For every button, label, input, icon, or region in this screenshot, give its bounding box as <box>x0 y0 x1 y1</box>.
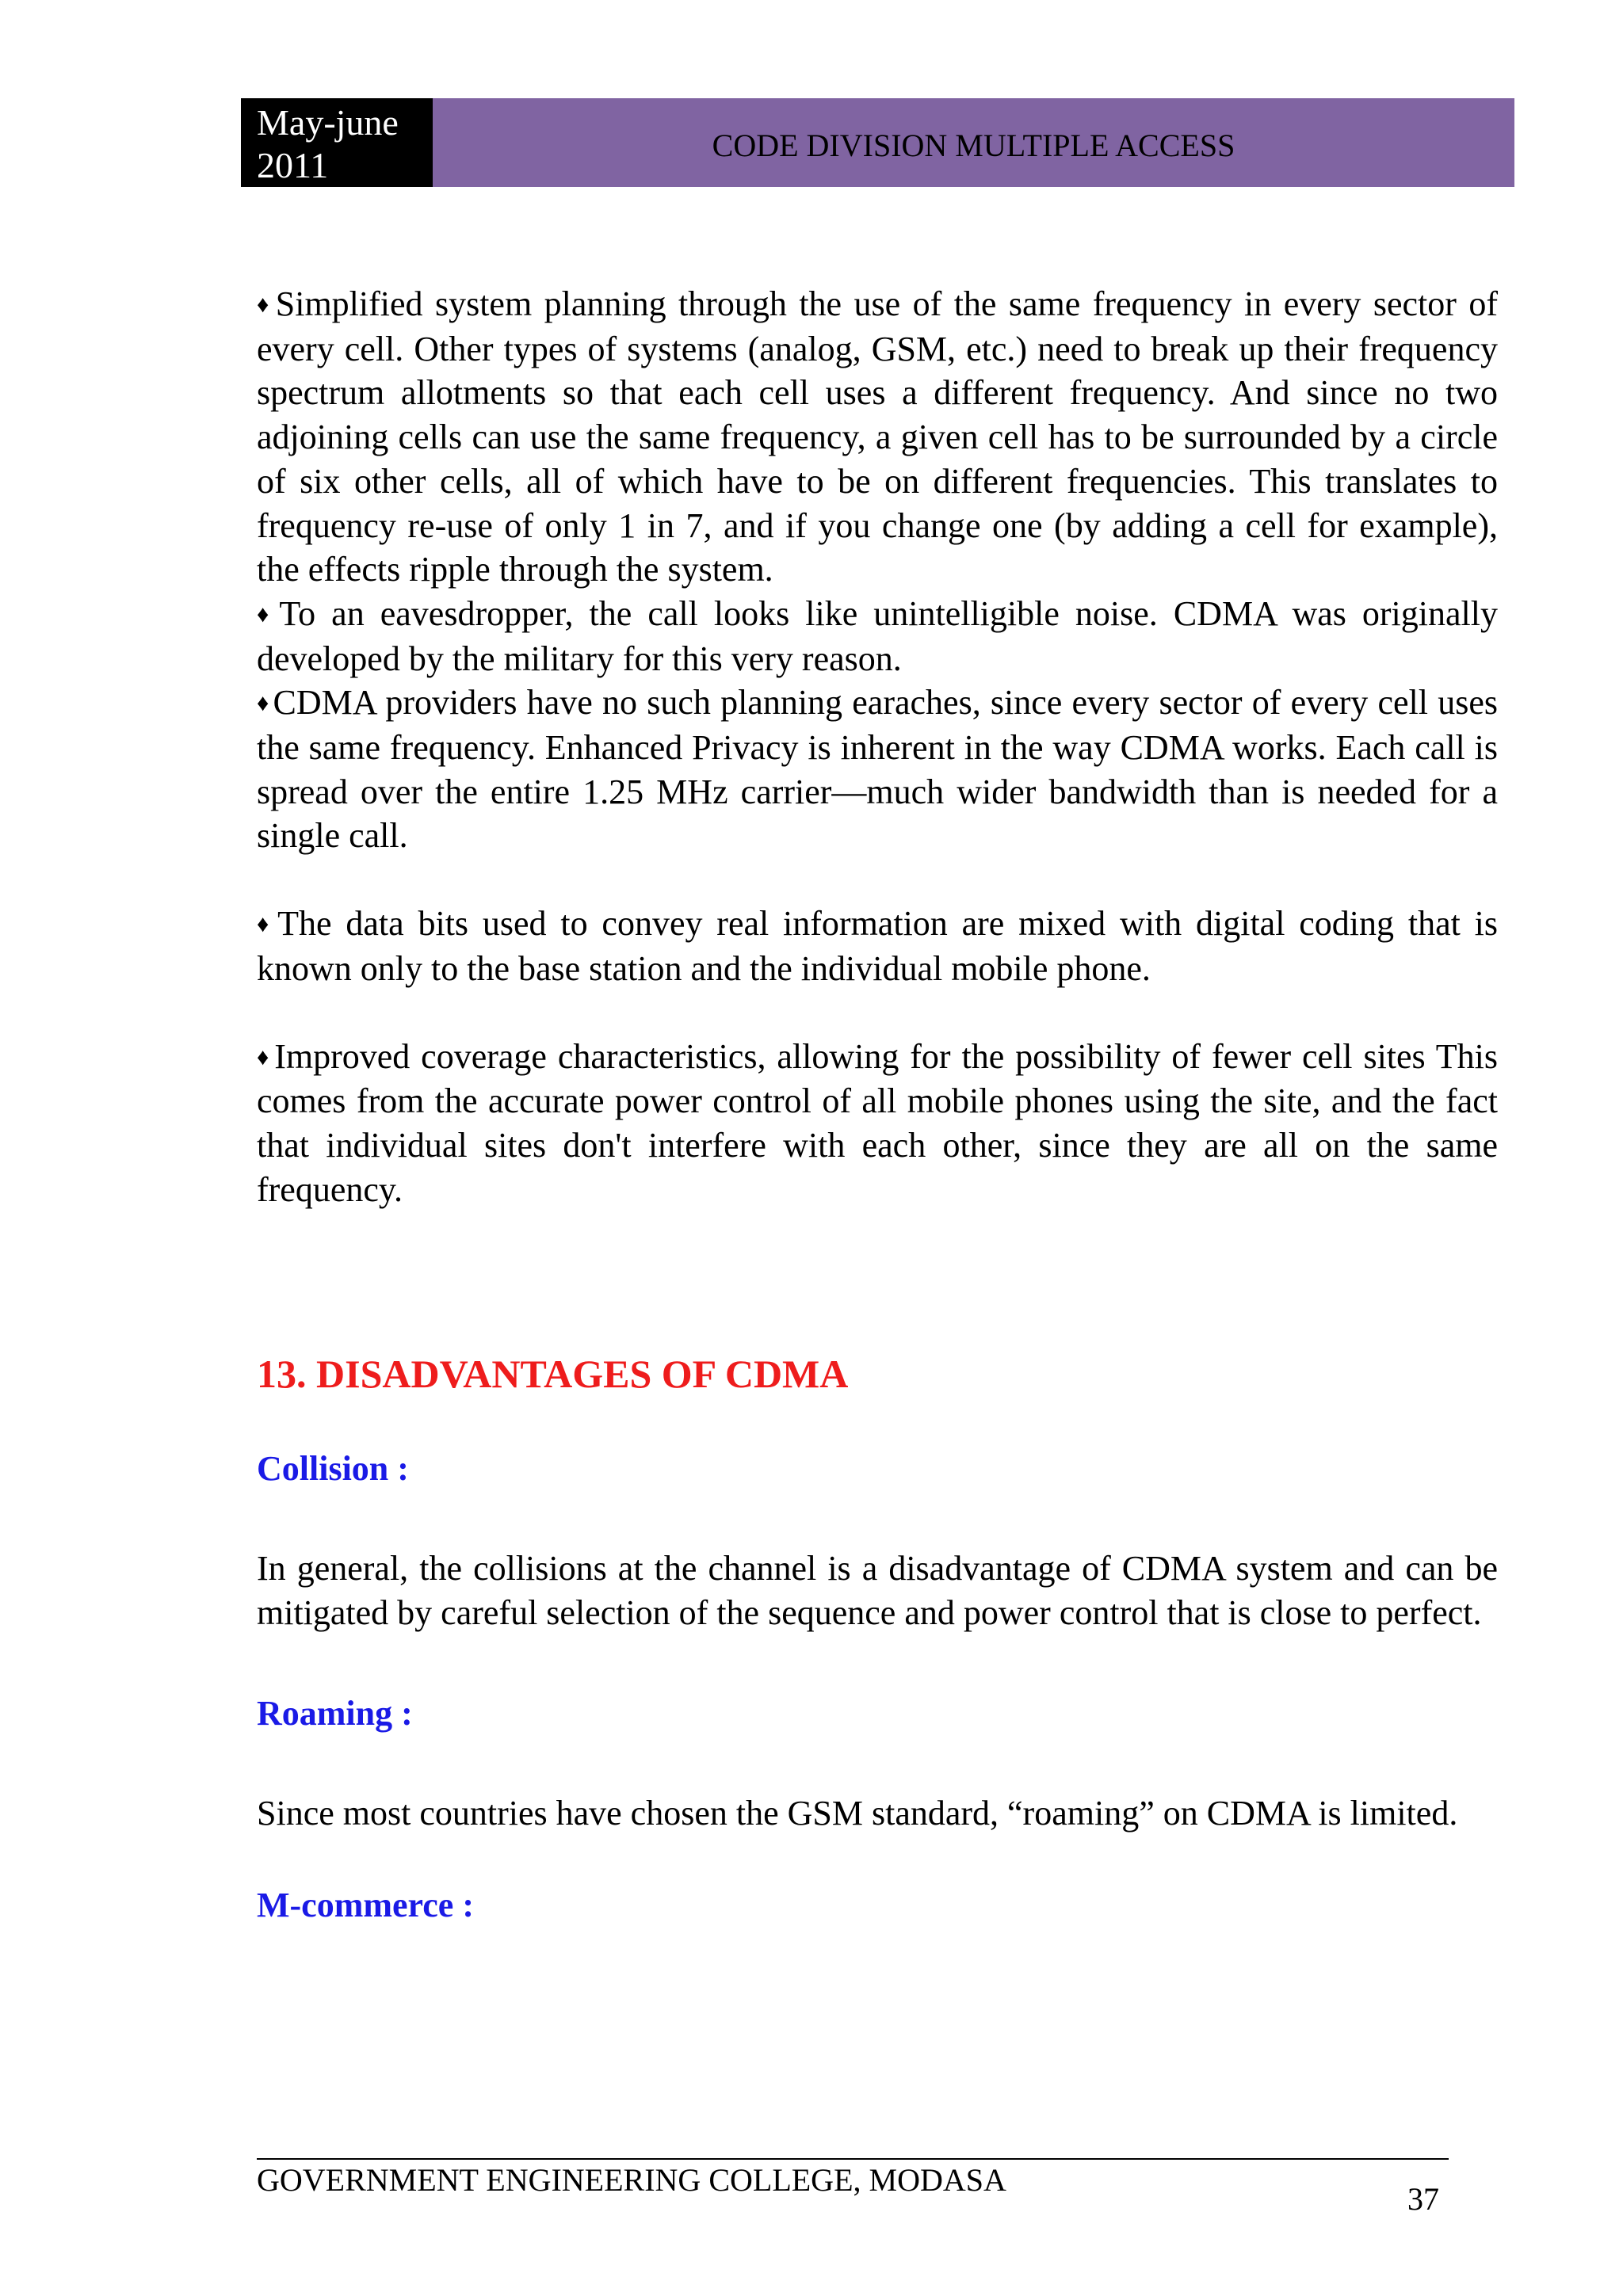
footer-divider <box>257 2158 1449 2160</box>
bullet-icon: ♦ <box>257 292 273 318</box>
spacer <box>257 1836 1498 1883</box>
header-date-year: 2011 <box>257 145 329 185</box>
advantage-item <box>257 282 1498 592</box>
bullet-icon: ♦ <box>257 1043 272 1070</box>
bullet-icon: ♦ <box>257 690 270 717</box>
spacer <box>257 1634 1498 1691</box>
header-date-box <box>241 98 433 187</box>
page-content <box>257 282 1498 1928</box>
page-number: 37 <box>1407 2181 1439 2217</box>
advantage-text: The data bits used to convey real information are mixed with digital coding that is known only to the base station and the individual mobile phone. <box>257 904 1498 988</box>
footer-college: GOVERNMENT ENGINEERING COLLEGE, MODASA <box>257 2162 1006 2198</box>
bullet-icon: ♦ <box>257 911 275 938</box>
advantage-text: Improved coverage characteristics, allowing for the possibility of fewer cell sites This comes from the accurate power control of all mobile phones using the site, and the fact that individual sites don't interfere with each other, since they are all on the same frequency. <box>257 1036 1498 1209</box>
spacer <box>257 1736 1498 1791</box>
advantage-item <box>257 1035 1498 1212</box>
spacer <box>257 1491 1498 1547</box>
header-date-month: May-june <box>257 102 399 143</box>
advantage-item <box>257 681 1498 858</box>
bullet-icon: ♦ <box>257 601 277 627</box>
spacer <box>257 858 1498 902</box>
spacer <box>257 1211 1498 1350</box>
spacer <box>257 991 1498 1035</box>
roaming-text: Since most countries have chosen the GSM standard, “roaming” on CDMA is limited. <box>257 1794 1458 1833</box>
mcommerce-heading: M-commerce : <box>257 1885 474 1924</box>
collision-text: In general, the collisions at the channel is a disadvantage of CDMA system and can be mitigated by careful selection of the sequence and power control that is close to perfect. <box>257 1549 1498 1632</box>
spacer <box>257 1398 1498 1447</box>
collision-heading: Collision : <box>257 1449 409 1489</box>
header-title: CODE DIVISION MULTIPLE ACCESS <box>712 128 1235 163</box>
header-title-band <box>433 98 1514 187</box>
advantage-text: CDMA providers have no such planning earaches, since every sector of every cell uses the same frequency. Enhanced Privacy is inherent in the way CDMA works. Each call is spread over the entire 1.25 MHz carrier—much wider bandwidth than is needed for a single call. <box>257 683 1498 856</box>
advantage-item <box>257 592 1498 681</box>
advantage-text: To an eavesdropper, the call looks like unintelligible noise. CDMA was originally developed by the military for this very reason. <box>257 593 1498 678</box>
section-heading: 13. DISADVANTAGES OF CDMA <box>257 1352 849 1397</box>
advantage-text: Simplified system planning through the use of the same frequency in every sector of every cell. Other types of systems (analog, GSM, etc.) need to break up their frequency spectrum allotments so that each cell uses a different frequency. And since no two adjoining cells can use the same frequency, a given cell has to be surrounded by a circle of six other cells, all of which have to be on different frequencies. This translates to frequency re-use of only 1 in 7, and if you change one (by adding a cell for example), the effects ripple through the system. <box>257 284 1498 589</box>
advantage-item <box>257 902 1498 990</box>
roaming-heading: Roaming : <box>257 1694 413 1733</box>
